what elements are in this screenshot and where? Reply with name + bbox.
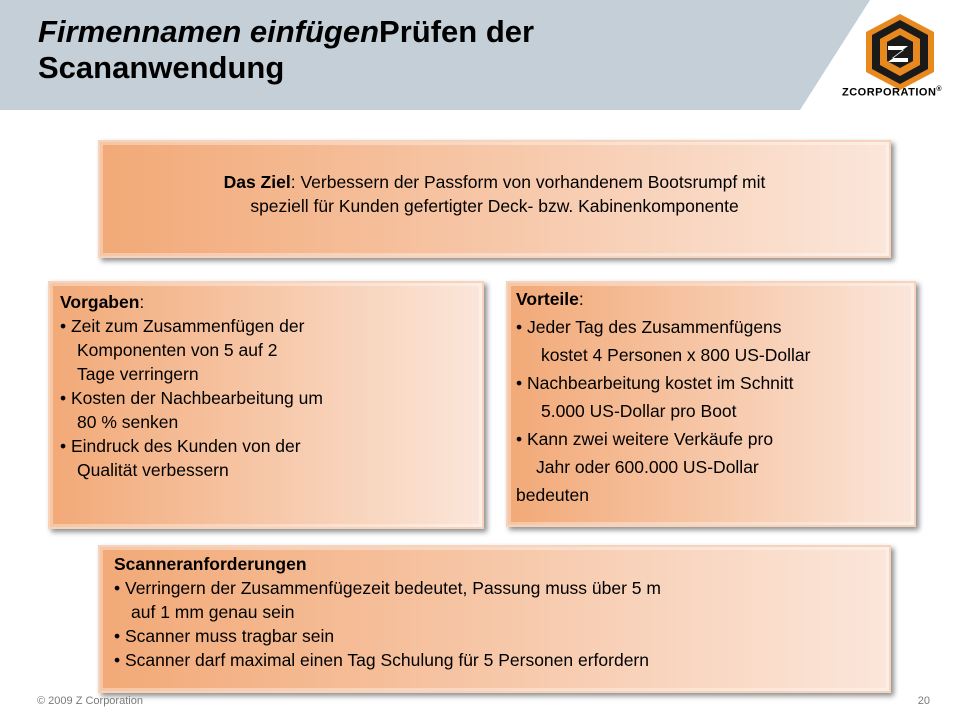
footer-copyright: © 2009 Z Corporation <box>37 695 143 707</box>
list-item: • Verringern der Zusammenfügezeit bedeutet, Passung muss über 5 m <box>114 578 661 598</box>
list-item: • Scanner muss tragbar sein <box>114 626 335 646</box>
list-item: • Nachbearbeitung kostet im Schnitt <box>516 373 794 393</box>
goal-box <box>98 140 891 258</box>
requirements-box <box>48 281 484 529</box>
list-item: • Zeit zum Zusammenfügen der <box>60 316 305 336</box>
list-item: Jahr oder 600.000 US-Dollar <box>536 457 759 477</box>
list-item: • Jeder Tag des Zusammenfügens <box>516 317 782 337</box>
goal-line1: : Verbessern der Passform von vorhandenem Bootsrumpf mit <box>290 172 766 192</box>
list-item: • Scanner darf maximal einen Tag Schulung für 5 Personen erfordern <box>114 650 649 670</box>
logo-registered-mark: ® <box>936 86 943 93</box>
list-item: auf 1 mm genau sein <box>131 602 295 622</box>
advantages-box <box>506 281 916 527</box>
goal-label: Das Ziel <box>223 172 291 192</box>
list-item: kostet 4 Personen x 800 US-Dollar <box>541 345 811 365</box>
list-item: Qualität verbessern <box>77 460 229 480</box>
requirements-colon: : <box>139 292 145 312</box>
page-number: 20 <box>917 695 930 707</box>
goal-line2: speziell für Kunden gefertigter Deck- bzw. Kabinenkomponente <box>250 196 739 216</box>
list-item: bedeuten <box>516 485 589 505</box>
list-item: • Kann zwei weitere Verkäufe pro <box>516 429 774 449</box>
list-item: • Kosten der Nachbearbeitung um <box>60 388 323 408</box>
scanner-label: Scanneranforderungen <box>114 554 307 574</box>
logo-wordmark <box>842 86 942 99</box>
scanner-requirements-box <box>98 545 891 693</box>
list-item: Tage verringern <box>77 364 199 384</box>
title-line1-rest: Prüfen der <box>379 14 535 49</box>
advantages-label: Vorteile <box>516 289 579 309</box>
list-item: 5.000 US-Dollar pro Boot <box>541 401 737 421</box>
page-title <box>38 14 798 86</box>
title-line2: Scananwendung <box>38 50 285 85</box>
advantages-colon: : <box>578 289 584 309</box>
logo-text: ZCORPORATION <box>842 86 937 99</box>
list-item: • Eindruck des Kunden von der <box>60 436 301 456</box>
list-item: Komponenten von 5 auf 2 <box>77 340 278 360</box>
requirements-label: Vorgaben <box>60 292 140 312</box>
title-company-placeholder: Firmennamen einfügen <box>38 14 380 49</box>
list-item: 80 % senken <box>77 412 179 432</box>
